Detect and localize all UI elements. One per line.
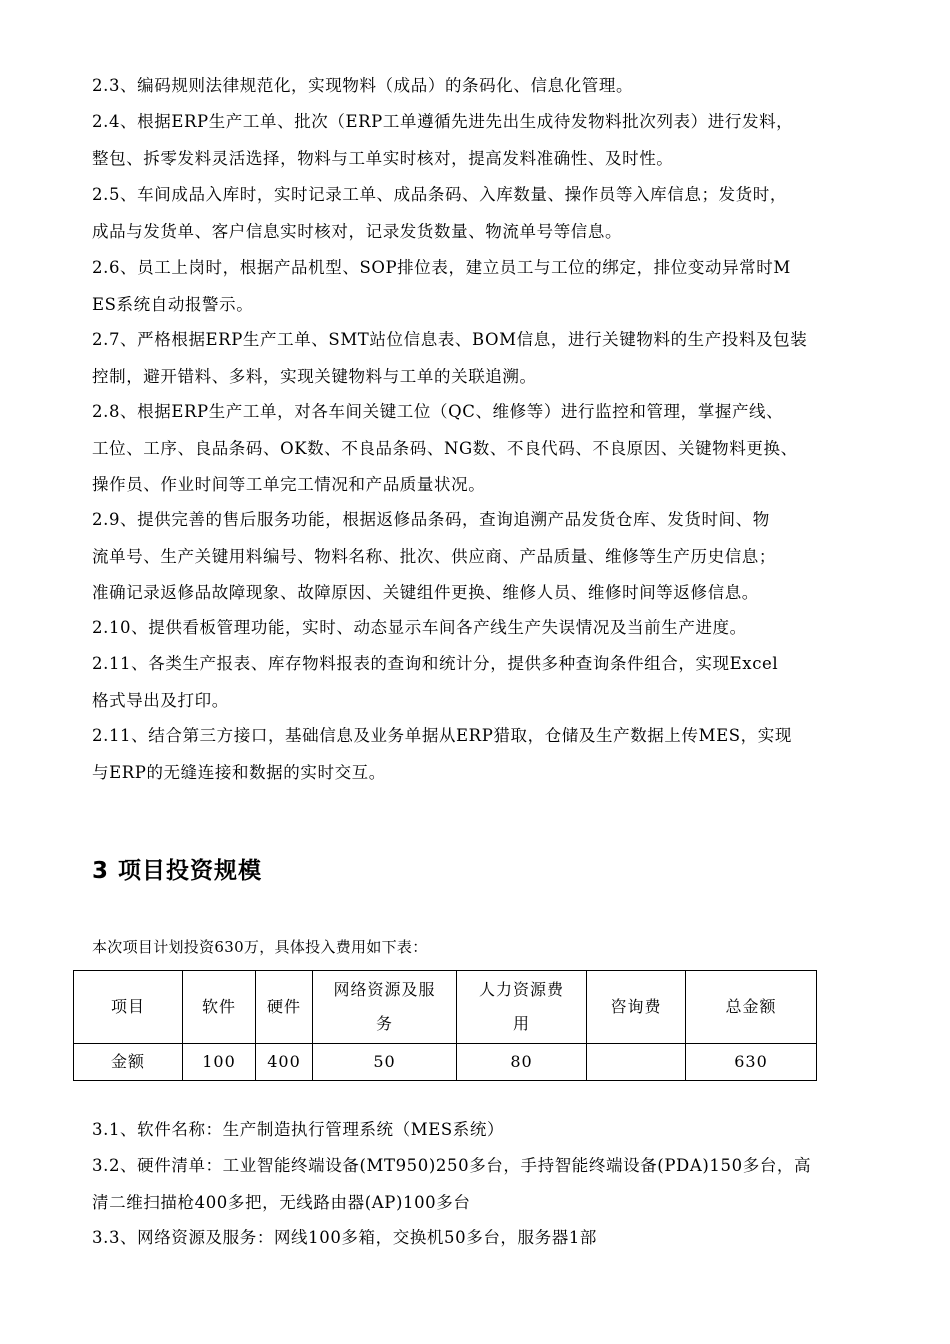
- text-line: 2.3、编码规则法律规范化，实现物料（成品）的条码化、信息化管理。: [92, 76, 634, 95]
- header-line: 务: [375, 1014, 393, 1033]
- header-cell-hardware: 硬件: [256, 971, 313, 1044]
- text-line: 2.4、根据ERP生产工单、批次（ERP工单遵循先进先出生成待发物料批次列表）进行发料，: [92, 112, 794, 131]
- header-cell-software: 软件: [183, 971, 256, 1044]
- text-line: 2.5、车间成品入库时，实时记录工单、成品条码、入库数量、操作员等入库信息；发货时，: [92, 185, 787, 204]
- header-cell-total: 总金额: [686, 971, 817, 1044]
- investment-table: [73, 970, 817, 1081]
- text-line: 2.11、结合第三方接口，基础信息及业务单据从ERP猎取，仓储及生产数据上传MES，实现: [92, 726, 792, 745]
- table-row: [74, 1044, 817, 1081]
- text-line: 2.8、根据ERP生产工单，对各车间关键工位（QC、维修等）进行监控和管理，掌握产线、: [92, 402, 784, 421]
- text-line: 准确记录返修品故障现象、故障原因、关键组件更换、维修人员、维修时间等返修信息。: [92, 583, 759, 602]
- text-line: 工位、工序、良品条码、OK数、不良品条码、NG数、不良代码、不良原因、关键物料更换、: [92, 438, 798, 458]
- text-line: 2.9、提供完善的售后服务功能，根据返修品条码，查询追溯产品发货仓库、发货时间、物: [92, 510, 770, 529]
- text-line: 3.1、软件名称：生产制造执行管理系统（MES系统）: [92, 1120, 505, 1139]
- text-line: 操作员、作业时间等工单完工情况和产品质量状况。: [92, 475, 486, 494]
- cell-software: 100: [183, 1044, 256, 1081]
- text-line: ES系统自动报警示。: [92, 294, 254, 314]
- paragraph-2-5: [92, 177, 864, 250]
- header-cell-consulting: 咨询费: [587, 971, 686, 1044]
- paragraph-2-6: [92, 250, 864, 323]
- paragraph-3-2: [92, 1148, 864, 1221]
- text-line: 整包、拆零发料灵活选择，物料与工单实时核对，提高发料准确性、及时性。: [92, 148, 674, 168]
- header-cell-labor: [457, 971, 587, 1044]
- text-line: 3.3、网络资源及服务：网线100多箱，交换机50多台，服务器1部: [92, 1228, 598, 1247]
- paragraph-2-7: [92, 322, 864, 395]
- cell-hardware: 400: [256, 1044, 313, 1081]
- text-line: 清二维扫描枪400多把，无线路由器(AP)100多台: [92, 1192, 471, 1212]
- cell-total: 630: [686, 1044, 817, 1081]
- header-cell-network: [313, 971, 457, 1044]
- text-line: 3.2、硬件清单：工业智能终端设备(MT950)250多台，手持智能终端设备(PDA)150多台，高: [92, 1156, 812, 1175]
- text-line: 2.6、员工上岗时，根据产品机型、SOP排位表，建立员工与工位的绑定，排位变动异常时M: [92, 258, 791, 277]
- text-line: 2.10、提供看板管理功能，实时、动态显示车间各产线生产失误情况及当前生产进度。: [92, 618, 747, 637]
- text-line: 格式导出及打印。: [92, 690, 229, 710]
- text-line: 2.11、各类生产报表、库存物料报表的查询和统计分，提供多种查询条件组合，实现Excel: [92, 654, 779, 673]
- paragraph-3-3: [92, 1220, 864, 1257]
- header-cell-item: 项目: [74, 971, 183, 1044]
- table-header-row: [74, 971, 817, 1044]
- text-line: 成品与发货单、客户信息实时核对，记录发货数量、物流单号等信息。: [92, 221, 623, 241]
- paragraph-2-10: [92, 610, 864, 647]
- cell-network: 50: [313, 1044, 457, 1081]
- table-intro: 本次项目计划投资630万，具体投入费用如下表：: [92, 938, 428, 956]
- cell-consulting: [587, 1044, 686, 1081]
- paragraph-2-9: [92, 502, 864, 612]
- paragraph-2-4: [92, 104, 864, 177]
- cell-amount-label: 金额: [74, 1044, 183, 1081]
- text-line: 控制，避开错料、多料，实现关键物料与工单的关联追溯。: [92, 366, 537, 386]
- cell-labor: 80: [457, 1044, 587, 1081]
- header-line: 网络资源及服: [333, 980, 436, 999]
- paragraph-2-8: [92, 394, 864, 504]
- text-line: 2.7、严格根据ERP生产工单、SMT站位信息表、BOM信息，进行关键物料的生产投料及包装: [92, 330, 808, 349]
- section-heading: 3 项目投资规模: [92, 858, 263, 884]
- paragraph-2-11-interface: [92, 718, 864, 791]
- header-line: 人力资源费: [478, 980, 564, 999]
- text-line: 与ERP的无缝连接和数据的实时交互。: [92, 762, 386, 782]
- paragraph-3-1: [92, 1112, 864, 1149]
- paragraph-2-3: [92, 68, 864, 105]
- paragraph-2-11-reports: [92, 646, 864, 719]
- text-line: 流单号、生产关键用料编号、物料名称、批次、供应商、产品质量、维修等生产历史信息；: [92, 546, 776, 566]
- header-line: 用: [512, 1014, 530, 1033]
